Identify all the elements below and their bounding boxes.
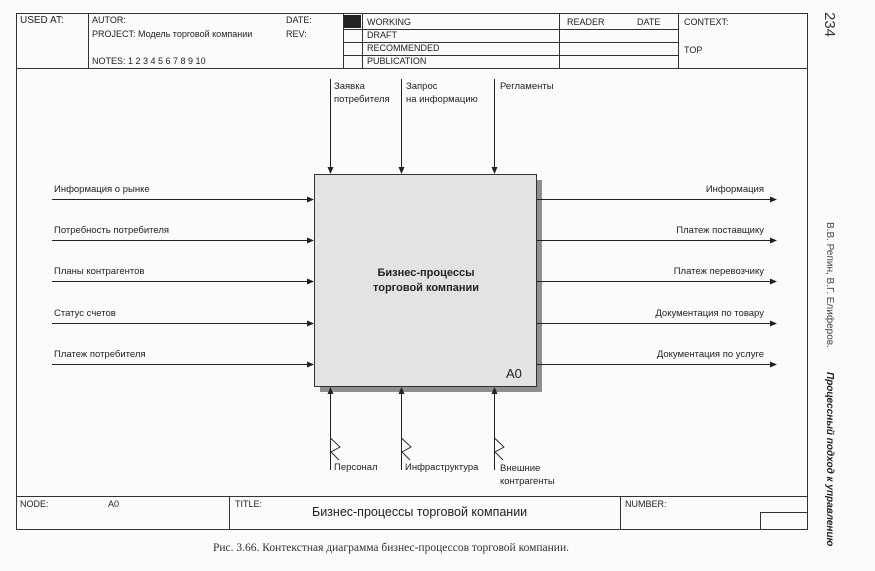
number-label: NUMBER:: [625, 499, 667, 509]
book-authors: В.В. Репин, В.Г. Елиферов.: [824, 222, 835, 348]
reader-date-label: DATE: [637, 17, 661, 27]
context-top: TOP: [684, 45, 703, 55]
status-draft: DRAFT: [367, 30, 397, 40]
process-title-line-1: Бизнес-процессы: [377, 267, 475, 279]
input-label-2: Потребность потребителя: [54, 225, 170, 236]
used-at-label: USED AT:: [20, 15, 64, 26]
mechanism-squiggle-2: [402, 438, 412, 460]
figure-caption: Рис. 3.66. Контекстная диаграмма бизнес-процессов торговой компании.: [213, 542, 569, 554]
autor-label: AUTOR:: [92, 15, 126, 25]
output-label-5: Документация по услуге: [656, 349, 764, 360]
control-label-3: Регламенты: [500, 81, 554, 92]
control-label-1: Заявка потребителя: [334, 81, 390, 105]
book-title: Процессный подход к управлению: [824, 372, 835, 547]
mechanism-squiggle-3: [495, 438, 505, 460]
page-number: 234: [821, 12, 838, 38]
output-label-4: Документация по товару: [655, 308, 764, 319]
output-label-2: Платеж поставщику: [676, 225, 764, 236]
process-title-line-2: торговой компании: [373, 282, 479, 294]
context-label: CONTEXT:: [684, 17, 729, 27]
input-label-3: Планы контрагентов: [54, 266, 145, 277]
rev-label: REV:: [286, 29, 307, 39]
mechanism-squiggle-1: [331, 438, 341, 460]
node-label: NODE:: [20, 499, 49, 509]
date-label: DATE:: [286, 15, 312, 25]
control-label-2: Запрос на информацию: [406, 81, 478, 105]
diagram-title: Бизнес-процессы торговой компании: [312, 505, 528, 519]
status-publication: PUBLICATION: [367, 56, 427, 66]
mechanism-label-3: Внешние контрагенты: [500, 463, 555, 487]
process-box-title: [314, 266, 538, 296]
mechanism-label-2: Инфраструктура: [405, 462, 479, 473]
reader-label: READER: [567, 17, 605, 27]
process-node-id: A0: [506, 366, 522, 381]
notes-label: NOTES: 1 2 3 4 5 6 7 8 9 10: [92, 56, 206, 66]
title-label: TITLE:: [235, 499, 263, 509]
input-label-4: Статус счетов: [54, 308, 116, 319]
output-label-1: Информация: [705, 184, 764, 195]
status-recommended: RECOMMENDED: [367, 43, 440, 53]
input-label-5: Платеж потребителя: [54, 349, 146, 360]
node-value: A0: [108, 499, 120, 509]
project-label: PROJECT: Модель торговой компании: [92, 29, 253, 39]
mechanism-label-1: Персонал: [334, 462, 378, 473]
output-label-3: Платеж перевозчику: [673, 266, 764, 277]
status-working: WORKING: [367, 17, 411, 27]
input-label-1: Информация о рынке: [54, 184, 150, 195]
